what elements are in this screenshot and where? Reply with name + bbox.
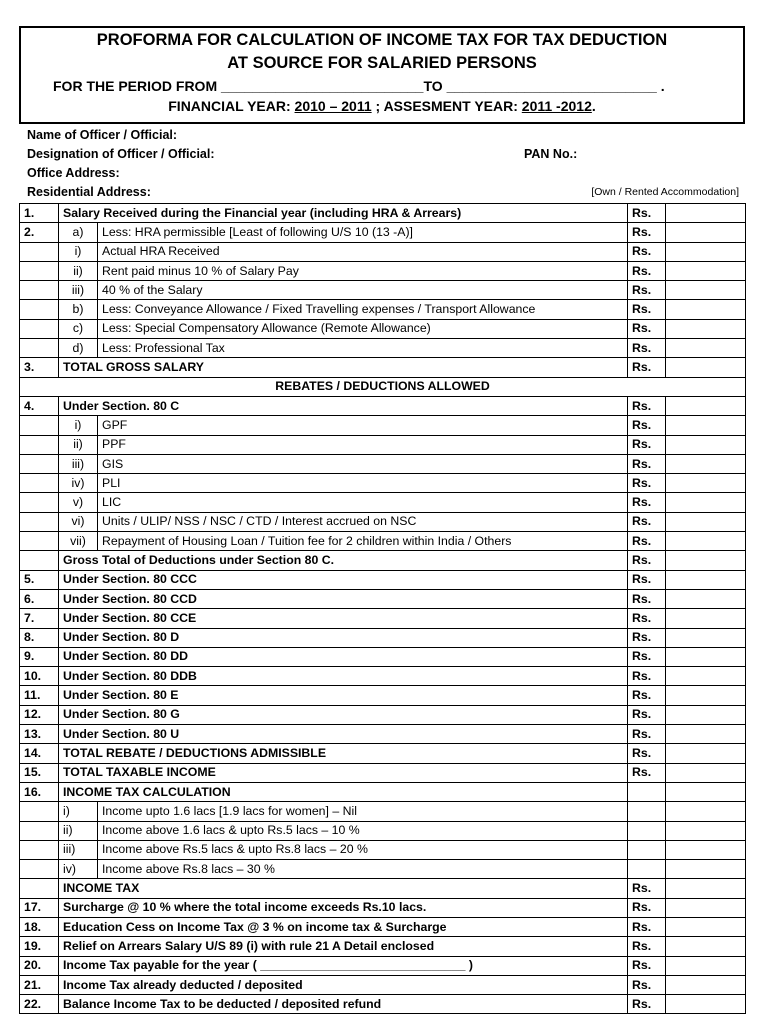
currency-label: Rs. <box>628 242 666 261</box>
row-sub-number: iii) <box>59 454 98 473</box>
currency-label: Rs. <box>628 686 666 705</box>
row-number: 9. <box>20 647 59 666</box>
table-row <box>20 454 746 473</box>
amount-cell[interactable] <box>666 995 746 1014</box>
row-label: INCOME TAX CALCULATION <box>59 782 628 801</box>
table-row <box>20 493 746 512</box>
row-label: Income above Rs.8 lacs – 30 % <box>98 860 628 879</box>
amount-cell[interactable] <box>666 358 746 377</box>
row-number: 10. <box>20 667 59 686</box>
amount-cell[interactable] <box>666 744 746 763</box>
amount-cell[interactable] <box>666 686 746 705</box>
table-row <box>20 821 746 840</box>
accommodation-note: [Own / Rented Accommodation] <box>591 186 739 198</box>
row-label: Under Section. 80 CCC <box>59 570 628 589</box>
row-label: 40 % of the Salary <box>98 281 628 300</box>
period-to-blank[interactable]: ___________________________ <box>446 78 657 94</box>
amount-cell[interactable] <box>666 840 746 859</box>
amount-cell[interactable] <box>666 474 746 493</box>
row-number: 5. <box>20 570 59 589</box>
row-label: Rent paid minus 10 % of Salary Pay <box>98 261 628 280</box>
amount-cell[interactable] <box>666 802 746 821</box>
amount-cell[interactable] <box>666 570 746 589</box>
row-sub-number: iii) <box>59 840 98 859</box>
table-row <box>20 339 746 358</box>
currency-label: Rs. <box>628 532 666 551</box>
row-number: 19. <box>20 937 59 956</box>
amount-cell[interactable] <box>666 454 746 473</box>
table-row <box>20 898 746 917</box>
currency-label: Rs. <box>628 975 666 994</box>
rebates-heading: REBATES / DEDUCTIONS ALLOWED <box>20 377 746 396</box>
currency-label: Rs. <box>628 300 666 319</box>
row-number: 13. <box>20 725 59 744</box>
row-label: PLI <box>98 474 628 493</box>
row-label: Less: Special Compensatory Allowance (Remote Allowance) <box>98 319 628 338</box>
row-label: Repayment of Housing Loan / Tuition fee for 2 children within India / Others <box>98 532 628 551</box>
row-sub-number: b) <box>59 300 98 319</box>
amount-cell[interactable] <box>666 319 746 338</box>
row-number: 4. <box>20 396 59 415</box>
row-label: Under Section. 80 DDB <box>59 667 628 686</box>
table-row <box>20 474 746 493</box>
row-label: GIS <box>98 454 628 473</box>
ay-end: . <box>591 98 596 114</box>
period-to-label: TO <box>423 78 443 94</box>
amount-cell[interactable] <box>666 975 746 994</box>
period-end: . <box>660 78 665 94</box>
amount-cell[interactable] <box>666 300 746 319</box>
table-row <box>20 589 746 608</box>
amount-cell[interactable] <box>666 261 746 280</box>
ay-value: 2011 -2012 <box>521 98 592 114</box>
row-label: TOTAL TAXABLE INCOME <box>59 763 628 782</box>
currency-label: Rs. <box>628 705 666 724</box>
currency-label: Rs. <box>628 454 666 473</box>
currency-label: Rs. <box>628 744 666 763</box>
amount-cell[interactable] <box>666 647 746 666</box>
currency-label: Rs. <box>628 628 666 647</box>
currency-label: Rs. <box>628 261 666 280</box>
currency-label: Rs. <box>628 435 666 454</box>
row-label: Salary Received during the Financial year (including HRA & Arrears) <box>59 204 628 223</box>
amount-cell[interactable] <box>666 204 746 223</box>
row-number: 8. <box>20 628 59 647</box>
table-row <box>20 396 746 415</box>
row-sub-number: iv) <box>59 860 98 879</box>
currency-label: Rs. <box>628 339 666 358</box>
currency-label: Rs. <box>628 512 666 531</box>
table-row <box>20 609 746 628</box>
amount-cell[interactable] <box>666 956 746 975</box>
currency-label: Rs. <box>628 416 666 435</box>
amount-cell[interactable] <box>666 898 746 917</box>
row-number: 11. <box>20 686 59 705</box>
row-label: Under Section. 80 D <box>59 628 628 647</box>
currency-label: Rs. <box>628 319 666 338</box>
row-sub-number: ii) <box>59 261 98 280</box>
row-label: Income above 1.6 lacs & upto Rs.5 lacs – 10 % <box>98 821 628 840</box>
amount-cell[interactable] <box>666 281 746 300</box>
row-label: TOTAL GROSS SALARY <box>59 358 628 377</box>
currency-label: Rs. <box>628 358 666 377</box>
amount-cell[interactable] <box>666 223 746 242</box>
amount-cell[interactable] <box>666 821 746 840</box>
currency-label: Rs. <box>628 609 666 628</box>
currency-label: Rs. <box>628 879 666 898</box>
table-row <box>20 319 746 338</box>
row-sub-number: a) <box>59 223 98 242</box>
section-heading-row <box>20 377 746 396</box>
row-number: 18. <box>20 917 59 936</box>
row-label: Under Section. 80 C <box>59 396 628 415</box>
table-row <box>20 242 746 261</box>
table-row <box>20 204 746 223</box>
table-row <box>20 435 746 454</box>
table-row <box>20 725 746 744</box>
amount-cell[interactable] <box>666 667 746 686</box>
row-sub-number: i) <box>59 416 98 435</box>
amount-cell[interactable] <box>666 396 746 415</box>
table-row <box>20 782 746 801</box>
row-sub-number: iii) <box>59 281 98 300</box>
form-title-line2: AT SOURCE FOR SALARIED PERSONS <box>227 54 537 72</box>
row-number: 20. <box>20 956 59 975</box>
amount-cell[interactable] <box>666 763 746 782</box>
currency-label: Rs. <box>628 551 666 570</box>
fy-value: 2010 – 2011 <box>294 98 372 114</box>
currency-label: Rs. <box>628 917 666 936</box>
currency-label: Rs. <box>628 493 666 512</box>
currency-label: Rs. <box>628 937 666 956</box>
currency-label: Rs. <box>628 223 666 242</box>
tax-calculation-table <box>19 203 746 1014</box>
row-sub-number: i) <box>59 242 98 261</box>
row-label: Under Section. 80 U <box>59 725 628 744</box>
fy-label: FINANCIAL YEAR: <box>168 98 291 114</box>
row-number: 1. <box>20 204 59 223</box>
amount-cell[interactable] <box>666 705 746 724</box>
table-row <box>20 802 746 821</box>
row-label: TOTAL REBATE / DEDUCTIONS ADMISSIBLE <box>59 744 628 763</box>
row-label: Less: HRA permissible [Least of following U/S 10 (13 -A)] <box>98 223 628 242</box>
row-label: Under Section. 80 DD <box>59 647 628 666</box>
currency-label: Rs. <box>628 281 666 300</box>
row-label: Income Tax already deducted / deposited <box>59 975 628 994</box>
amount-cell[interactable] <box>666 242 746 261</box>
amount-cell[interactable] <box>666 937 746 956</box>
pan-label: PAN No.: <box>524 147 578 161</box>
row-sub-number: i) <box>59 802 98 821</box>
row-label: Under Section. 80 CCE <box>59 609 628 628</box>
table-row <box>20 570 746 589</box>
currency-label: Rs. <box>628 474 666 493</box>
currency-label: Rs. <box>628 898 666 917</box>
currency-label: Rs. <box>628 396 666 415</box>
table-row <box>20 879 746 898</box>
row-sub-number: v) <box>59 493 98 512</box>
ay-label: ASSESMENT YEAR: <box>383 98 518 114</box>
currency-label: Rs. <box>628 725 666 744</box>
currency-label: Rs. <box>628 647 666 666</box>
table-row <box>20 917 746 936</box>
table-row <box>20 532 746 551</box>
row-label: Less: Conveyance Allowance / Fixed Travelling expenses / Transport Allowance <box>98 300 628 319</box>
table-row <box>20 667 746 686</box>
table-row <box>20 628 746 647</box>
table-row <box>20 300 746 319</box>
row-label: Under Section. 80 CCD <box>59 589 628 608</box>
row-label: Gross Total of Deductions under Section 80 C. <box>59 551 628 570</box>
amount-cell[interactable] <box>666 782 746 801</box>
row-number: 15. <box>20 763 59 782</box>
row-sub-number: d) <box>59 339 98 358</box>
row-label: Under Section. 80 E <box>59 686 628 705</box>
currency-label: Rs. <box>628 956 666 975</box>
row-sub-number: iv) <box>59 474 98 493</box>
table-row <box>20 647 746 666</box>
row-number: 21. <box>20 975 59 994</box>
table-row <box>20 281 746 300</box>
row-label: Less: Professional Tax <box>98 339 628 358</box>
row-label: Under Section. 80 G <box>59 705 628 724</box>
table-row <box>20 261 746 280</box>
row-label: Education Cess on Income Tax @ 3 % on income tax & Surcharge <box>59 917 628 936</box>
table-row <box>20 223 746 242</box>
row-number: 16. <box>20 782 59 801</box>
currency-label: Rs. <box>628 570 666 589</box>
row-label: Income Tax payable for the year ( ______________________________ ) <box>59 956 628 975</box>
row-label: Units / ULIP/ NSS / NSC / CTD / Interest accrued on NSC <box>98 512 628 531</box>
amount-cell[interactable] <box>666 917 746 936</box>
row-label: Actual HRA Received <box>98 242 628 261</box>
currency-label: Rs. <box>628 763 666 782</box>
currency-label: Rs. <box>628 204 666 223</box>
period-from-label: FOR THE PERIOD FROM <box>53 78 218 94</box>
row-label: Surcharge @ 10 % where the total income exceeds Rs.10 lacs. <box>59 898 628 917</box>
form-title-line1: PROFORMA FOR CALCULATION OF INCOME TAX FOR TAX DEDUCTION <box>96 31 668 49</box>
amount-cell[interactable] <box>666 860 746 879</box>
row-label: LIC <box>98 493 628 512</box>
amount-cell[interactable] <box>666 512 746 531</box>
table-row <box>20 686 746 705</box>
amount-cell[interactable] <box>666 532 746 551</box>
amount-cell[interactable] <box>666 416 746 435</box>
row-sub-number: vi) <box>59 512 98 531</box>
table-row <box>20 512 746 531</box>
table-row <box>20 416 746 435</box>
table-row <box>20 937 746 956</box>
row-number: 14. <box>20 744 59 763</box>
table-row <box>20 995 746 1014</box>
currency-label: Rs. <box>628 667 666 686</box>
table-row <box>20 744 746 763</box>
fy-separator: ; <box>375 98 381 114</box>
table-row <box>20 763 746 782</box>
officer-name-label: Name of Officer / Official: <box>27 128 178 142</box>
row-number: 22. <box>20 995 59 1014</box>
table-row <box>20 956 746 975</box>
amount-cell[interactable] <box>666 493 746 512</box>
row-label: Income above Rs.5 lacs & upto Rs.8 lacs – 20 % <box>98 840 628 859</box>
row-number: 2. <box>20 223 59 242</box>
row-number: 6. <box>20 589 59 608</box>
row-label: INCOME TAX <box>59 879 628 898</box>
table-row <box>20 358 746 377</box>
amount-cell[interactable] <box>666 589 746 608</box>
table-row <box>20 705 746 724</box>
row-label: PPF <box>98 435 628 454</box>
table-row <box>20 860 746 879</box>
financial-year-line <box>21 96 743 116</box>
table-row <box>20 551 746 570</box>
row-sub-number: vii) <box>59 532 98 551</box>
row-number: 3. <box>20 358 59 377</box>
row-sub-number: c) <box>59 319 98 338</box>
row-label: Balance Income Tax to be deducted / deposited refund <box>59 995 628 1014</box>
period-from-blank[interactable]: __________________________ <box>221 78 424 94</box>
currency-label: Rs. <box>628 995 666 1014</box>
office-address-label: Office Address: <box>27 166 120 180</box>
row-number: 12. <box>20 705 59 724</box>
amount-cell[interactable] <box>666 879 746 898</box>
period-line <box>21 76 743 96</box>
table-row <box>20 840 746 859</box>
row-number: 17. <box>20 898 59 917</box>
row-label: GPF <box>98 416 628 435</box>
table-row <box>20 975 746 994</box>
row-number: 7. <box>20 609 59 628</box>
form-header <box>19 26 745 124</box>
amount-cell[interactable] <box>666 628 746 647</box>
row-label: Relief on Arrears Salary U/S 89 (i) with rule 21 A Detail enclosed <box>59 937 628 956</box>
amount-cell[interactable] <box>666 339 746 358</box>
currency-label: Rs. <box>628 589 666 608</box>
officer-designation-label: Designation of Officer / Official: <box>27 147 215 161</box>
row-sub-number: ii) <box>59 435 98 454</box>
row-sub-number: ii) <box>59 821 98 840</box>
row-label: Income upto 1.6 lacs [1.9 lacs for women] – Nil <box>98 802 628 821</box>
amount-cell[interactable] <box>666 551 746 570</box>
residential-address-label: Residential Address: <box>27 185 151 199</box>
amount-cell[interactable] <box>666 609 746 628</box>
amount-cell[interactable] <box>666 725 746 744</box>
amount-cell[interactable] <box>666 435 746 454</box>
